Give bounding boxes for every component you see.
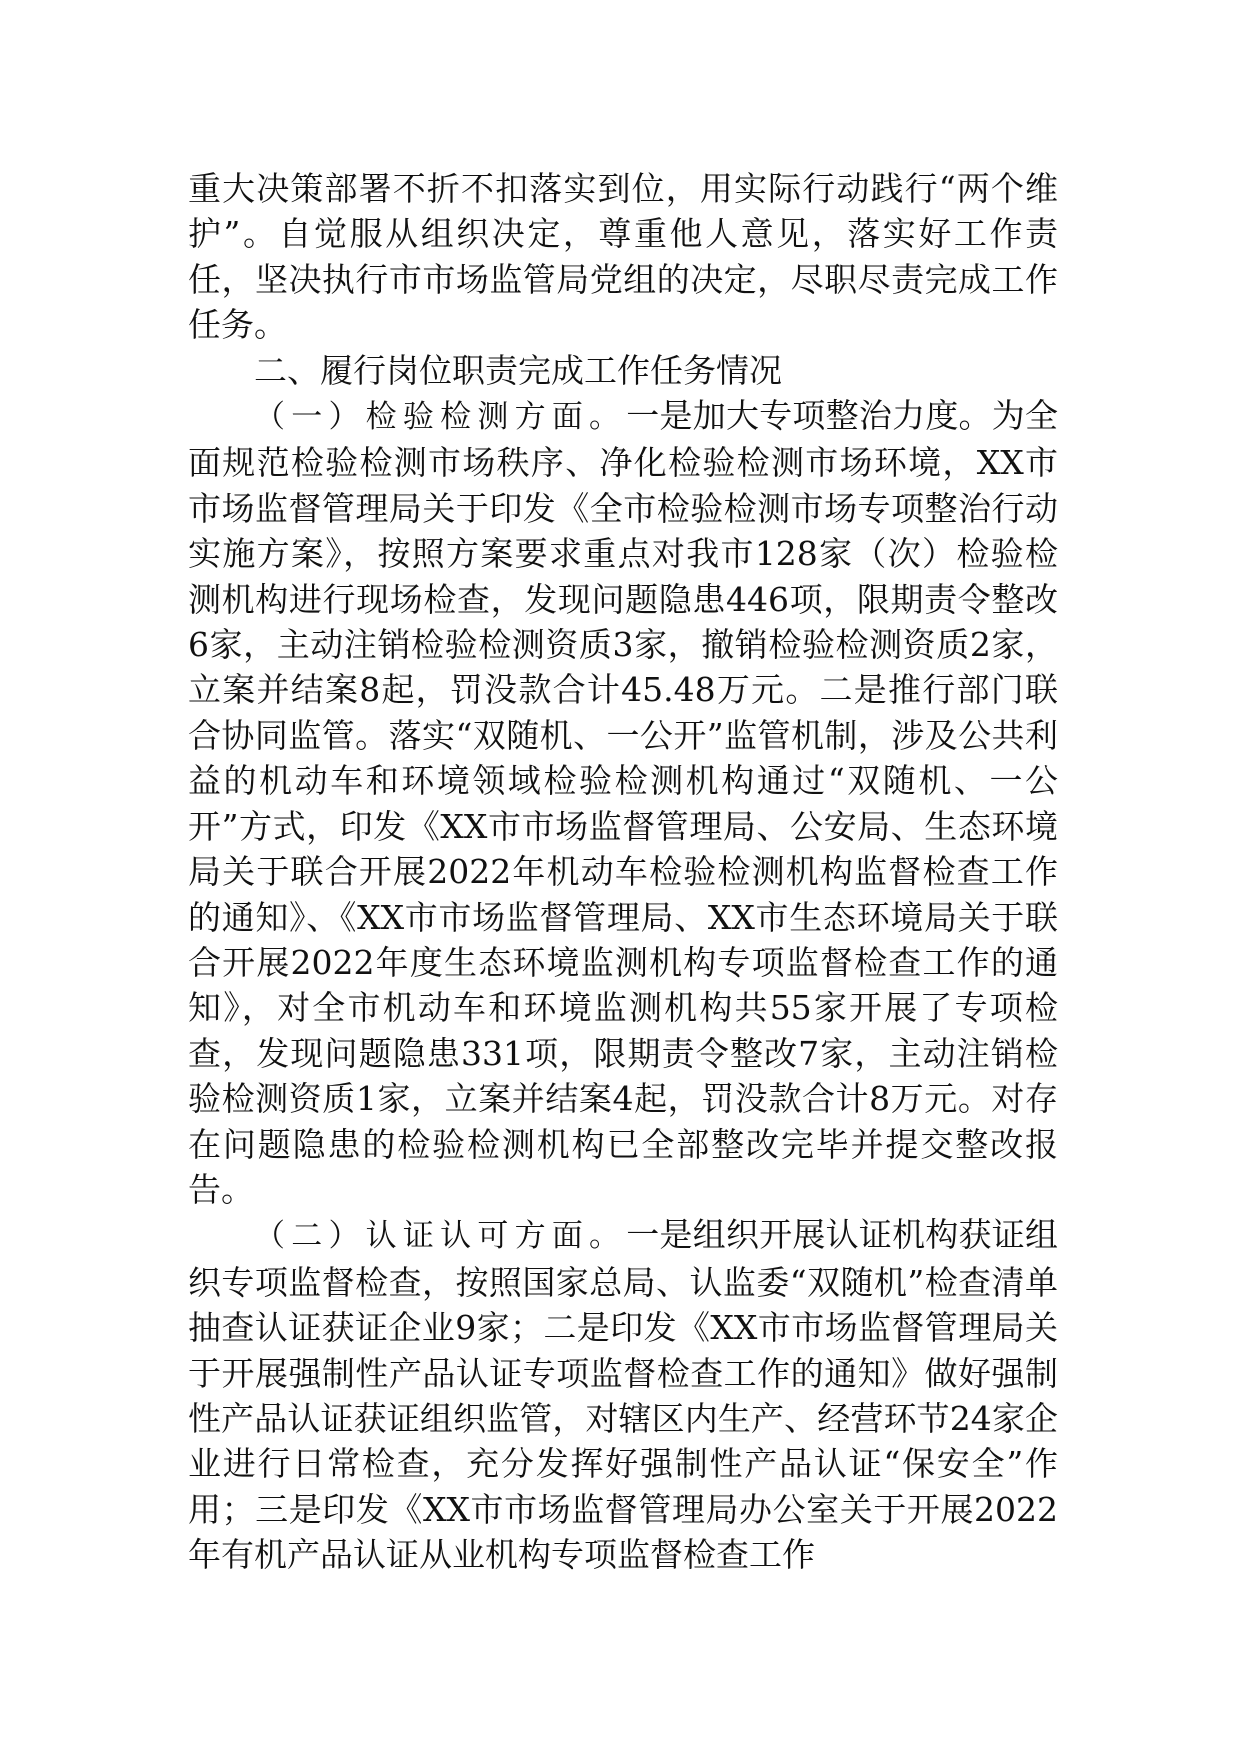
paragraph-inspection-testing xyxy=(188,393,1058,1212)
subheading-certification-accreditation: （二）认证认可方面。 xyxy=(254,1218,627,1255)
document-body xyxy=(188,166,1058,1578)
section-heading-2: 二、履行岗位职责完成工作任务情况 xyxy=(254,350,782,390)
inspection-testing-text: 一是加大专项整治力度。为全面规范检验检测市场秩序、净化检验检测市场环境，XX市市场监督管理局关于印发《全市检验检测市场专项整治行动实施方案》，按照方案要求重点对我市128家（次）检验检测机构进行现场检查，发现问题隐患446项，限期责令整改6家，主动注销检验检测资质3家，撤销检验检测资质2家，立案并结案8起，罚没款合计45.48万元。二是推行部门联合协同监管。落实“双随机、一公开”监管机制，涉及公共利益的机动车和环境领域检验检测机构通过“双随机、一公开”方式，印发《XX市市场监督管理局、公安局、生态环境局关于联合开展2022年机动车检验检测机构监督检查工作的通知》、《XX市市场监督管理局、XX市生态环境局关于联合开展2022年度生态环境监测机构专项监督检查工作的通知》，对全市机动车和环境监测机构共55家开展了专项检查，发现问题隐患331项，限期责令整改7家，主动注销检验检测资质1家，立案并结案4起，罚没款合计8万元。对存在问题隐患的检验检测机构已全部整改完毕并提交整改报告。 xyxy=(188,396,1059,1209)
paragraph-certification-accreditation xyxy=(188,1212,1058,1577)
certification-accreditation-text: 一是组织开展认证机构获证组织专项监督检查，按照国家总局、认监委“双随机”检查清单抽查认证获证企业9家；二是印发《XX市市场监督管理局关于开展强制性产品认证专项监督检查工作的通知》做好强制性产品认证获证组织监管，对辖区内生产、经营环节24家企业进行日常检查，充分发挥好强制性产品认证“保安全”作用；三是印发《XX市市场监督管理局办公室关于开展2022年有机产品认证从业机构专项监督检查工作 xyxy=(188,1215,1059,1575)
subheading-inspection-testing: （一）检验检测方面。 xyxy=(254,399,627,436)
paragraph-political-commitment: 重大决策部署不折不扣落实到位，用实际行动践行“两个维护”。自觉服从组织决定，尊重他人意见，落实好工作责任，坚决执行市市场监管局党组的决定，尽职尽责完成工作任务。 xyxy=(188,169,1058,345)
